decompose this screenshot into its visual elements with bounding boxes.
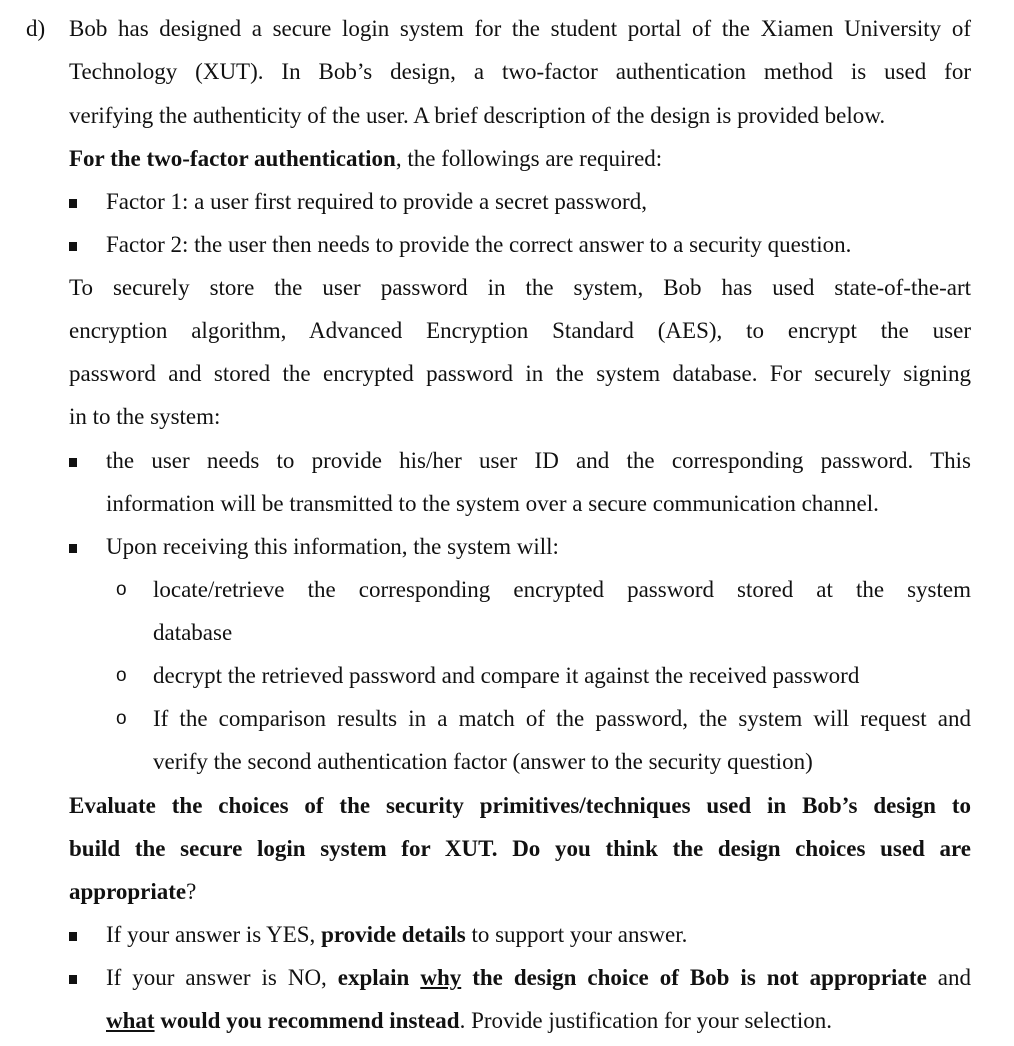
bullet-square-icon bbox=[69, 544, 77, 553]
bullet-circle-icon: o bbox=[116, 665, 127, 686]
evaluate-line-3-bold: appropriate bbox=[69, 879, 187, 904]
bullet-square-icon bbox=[69, 458, 77, 467]
answer-no-line-1 bbox=[106, 958, 971, 998]
bullet-square-icon bbox=[69, 975, 77, 984]
signin-step-2: Upon receiving this information, the system will: bbox=[106, 534, 559, 559]
answer-no-end: . Provide justification for your selection. bbox=[459, 1008, 832, 1033]
bullet-circle-icon: o bbox=[116, 708, 127, 729]
answer-no-line-2 bbox=[106, 1001, 832, 1041]
answer-no-not-appropriate: the design choice of Bob is not appropriate bbox=[461, 965, 927, 990]
answer-no-recommend: would you recommend instead bbox=[154, 1008, 460, 1033]
question-label: d) bbox=[26, 16, 46, 41]
bullet-square-icon bbox=[69, 932, 77, 941]
signin-step-1-line-2: information will be transmitted to the system over a secure communication channel. bbox=[106, 491, 879, 516]
factor-1: Factor 1: a user first required to provide a secret password, bbox=[106, 189, 647, 214]
system-step-3-line-1: If the comparison results in a match of the password, the system will request and bbox=[153, 706, 971, 731]
evaluate-line-2: build the secure login system for XUT. Do you think the design choices used are bbox=[69, 836, 971, 861]
bullet-square-icon bbox=[69, 199, 77, 208]
evaluate-question-mark: ? bbox=[186, 879, 197, 904]
answer-no-pre: If your answer is NO, bbox=[106, 965, 338, 990]
storage-line-3: password and stored the encrypted password in the system database. For securely signing bbox=[69, 361, 971, 386]
answer-yes bbox=[106, 915, 687, 955]
evaluate-line-1: Evaluate the choices of the security primitives/techniques used in Bob’s design to bbox=[69, 793, 971, 818]
bullet-square-icon bbox=[69, 242, 77, 251]
answer-no-and: and bbox=[926, 965, 971, 990]
evaluate-line-3 bbox=[69, 872, 196, 912]
answer-yes-pre: If your answer is YES, bbox=[106, 922, 322, 947]
intro-line-2: Technology (XUT). In Bob’s design, a two-factor authentication method is used for bbox=[69, 59, 971, 84]
answer-yes-post: to support your answer. bbox=[465, 922, 688, 947]
factor-2: Factor 2: the user then needs to provide the correct answer to a security question. bbox=[106, 232, 852, 257]
system-step-1-line-2: database bbox=[153, 620, 233, 645]
storage-line-2: encryption algorithm, Advanced Encryption Standard (AES), to encrypt the user bbox=[69, 318, 971, 343]
two-factor-rest: , the followings are required: bbox=[395, 146, 663, 171]
intro-line-1: Bob has designed a secure login system for the student portal of the Xiamen University of bbox=[69, 16, 971, 41]
system-step-3-line-2: verify the second authentication factor (answer to the security question) bbox=[153, 749, 813, 774]
bullet-circle-icon: o bbox=[116, 579, 127, 600]
storage-line-1: To securely store the user password in the system, Bob has used state-of-the-art bbox=[69, 275, 971, 300]
two-factor-heading bbox=[69, 139, 662, 179]
answer-yes-bold: provide details bbox=[321, 922, 466, 947]
answer-no-why: why bbox=[420, 965, 462, 990]
signin-step-1-line-1: the user needs to provide his/her user ID and the corresponding password. This bbox=[106, 448, 971, 473]
storage-line-4: in to the system: bbox=[69, 404, 221, 429]
answer-no-explain: explain bbox=[337, 965, 421, 990]
system-step-1-line-1: locate/retrieve the corresponding encrypted password stored at the system bbox=[153, 577, 971, 602]
answer-no-what: what bbox=[106, 1008, 155, 1033]
intro-line-3: verifying the authenticity of the user. A brief description of the design is provided below. bbox=[69, 103, 886, 128]
two-factor-bold: For the two-factor authentication bbox=[69, 146, 396, 171]
system-step-2: decrypt the retrieved password and compare it against the received password bbox=[153, 663, 860, 688]
